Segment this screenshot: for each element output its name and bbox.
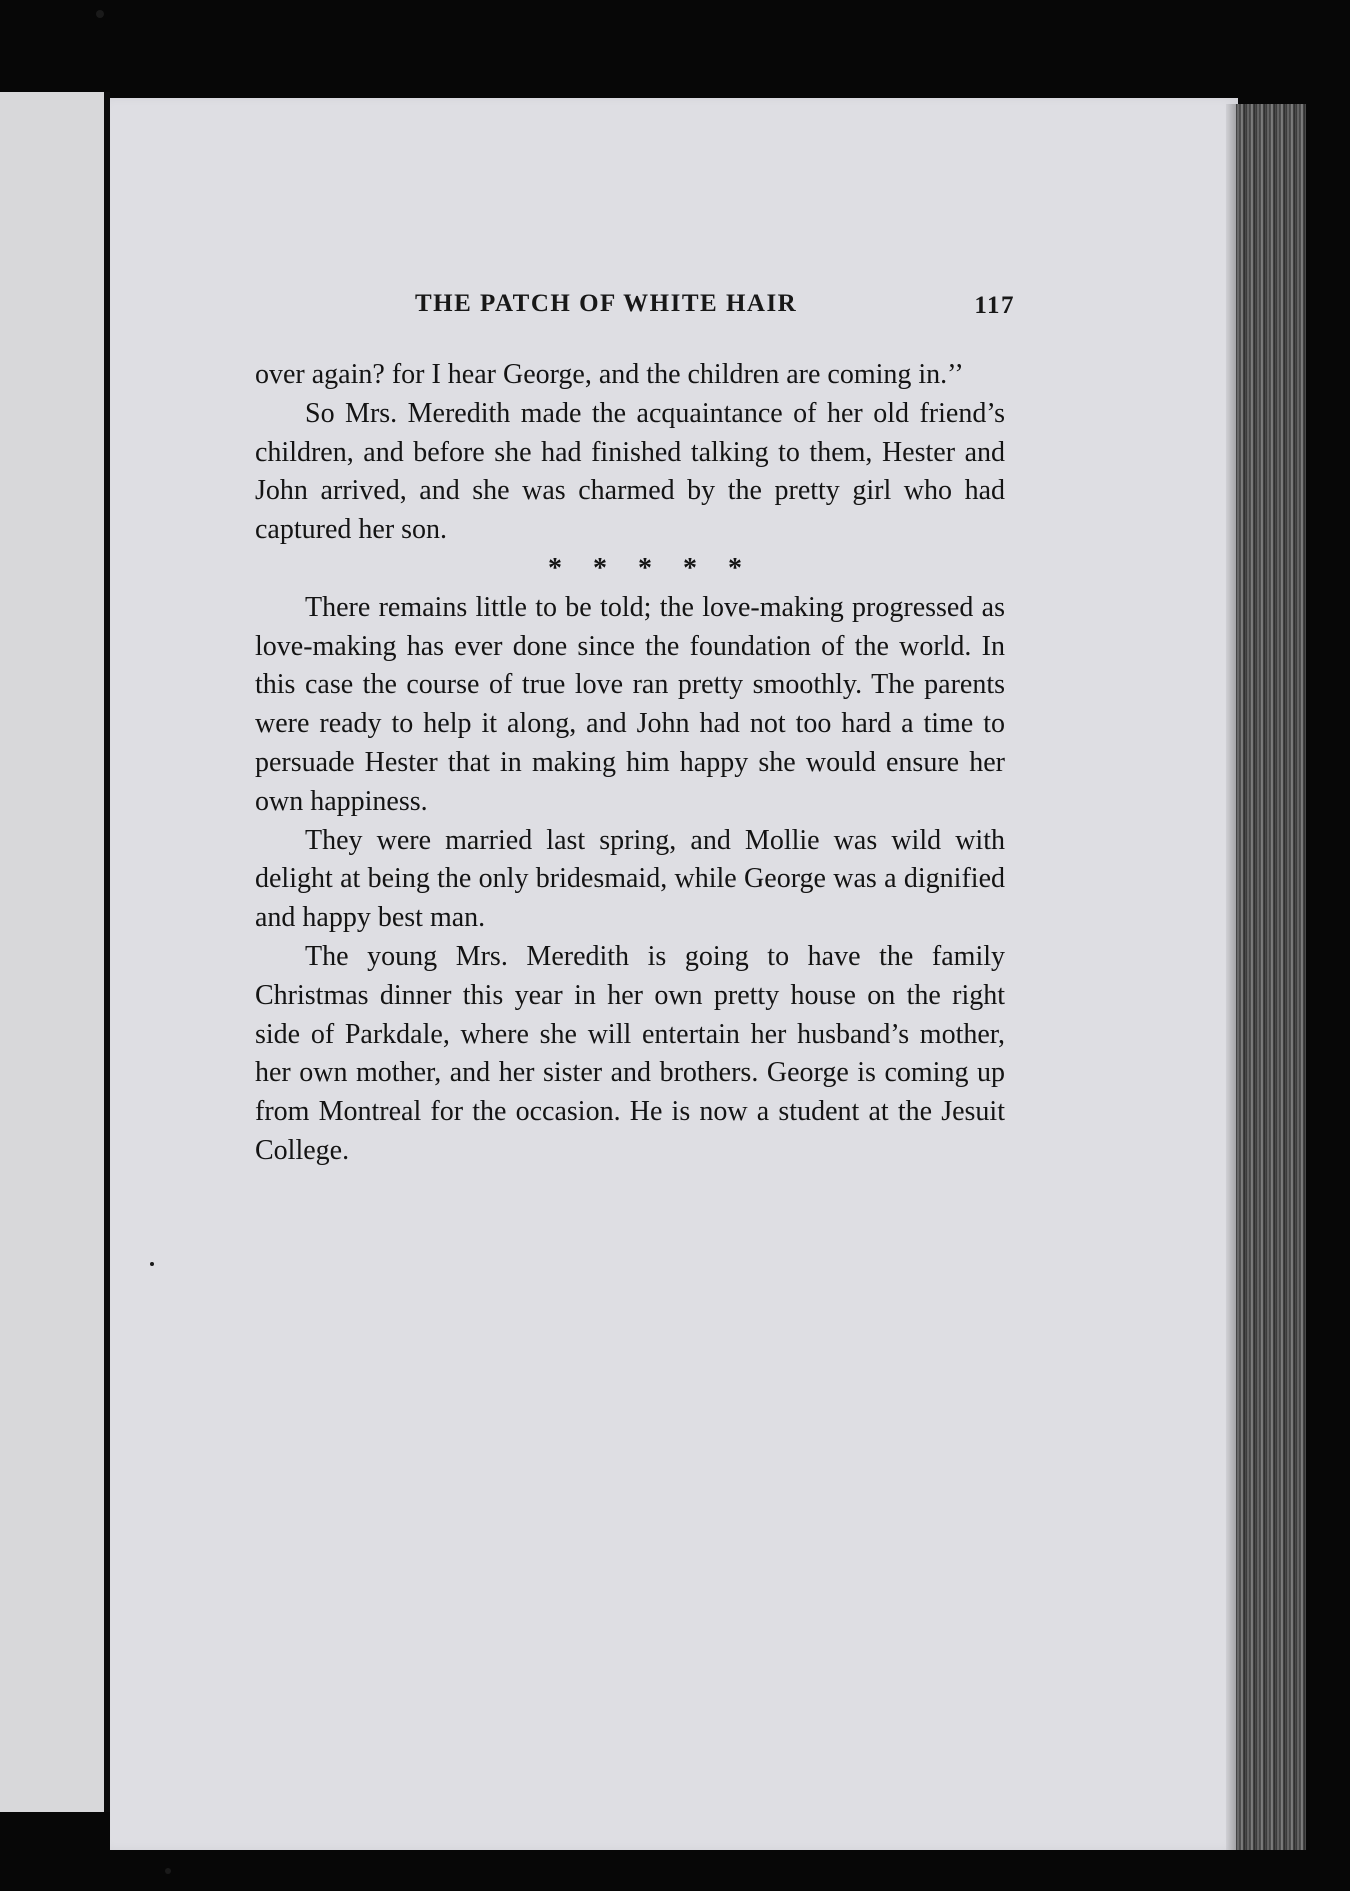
paragraph: They were married last spring, and Mollie was wild with delight at being the only bridesmaid, while George was a dignified and happy best man. bbox=[255, 824, 1005, 934]
scan-speck bbox=[96, 10, 104, 18]
paragraph-continued: over again? for I hear George, and the children are coming in.’’ bbox=[255, 359, 964, 390]
paragraph: There remains little to be told; the love-making progressed as love-making has ever done since the foundation of the world. In this case the course of true love ran pretty smoothly. The parents were ready to help it along, and John had not too hard a time to persuade Hester that in making him happy she would ensure her own happiness. bbox=[255, 591, 1005, 817]
section-break: * * * * * bbox=[548, 552, 742, 584]
left-page-edge bbox=[0, 92, 110, 1812]
paragraph: So Mrs. Meredith made the acquaintance of her old friend’s children, and before she had finished talking to them, Hester and John arrived, and she was charmed by the pretty girl who had captured her son. bbox=[255, 397, 1005, 546]
page-body bbox=[255, 356, 1005, 1171]
running-title: THE PATCH OF WHITE HAIR bbox=[415, 290, 798, 317]
scan-speck bbox=[165, 1868, 171, 1874]
paragraph: The young Mrs. Meredith is going to have the family Christmas dinner this year in her own pretty house on the right side of Parkdale, where she will entertain her husband’s mother, her own mother, and her sister and brothers. George is coming up from Montreal for the occasion. He is now a student at the Jesuit College. bbox=[255, 940, 1005, 1166]
running-header bbox=[415, 290, 1015, 330]
page-stack-edge bbox=[1236, 104, 1306, 1850]
scan-speck bbox=[150, 1262, 154, 1266]
page-number: 117 bbox=[974, 292, 1015, 319]
